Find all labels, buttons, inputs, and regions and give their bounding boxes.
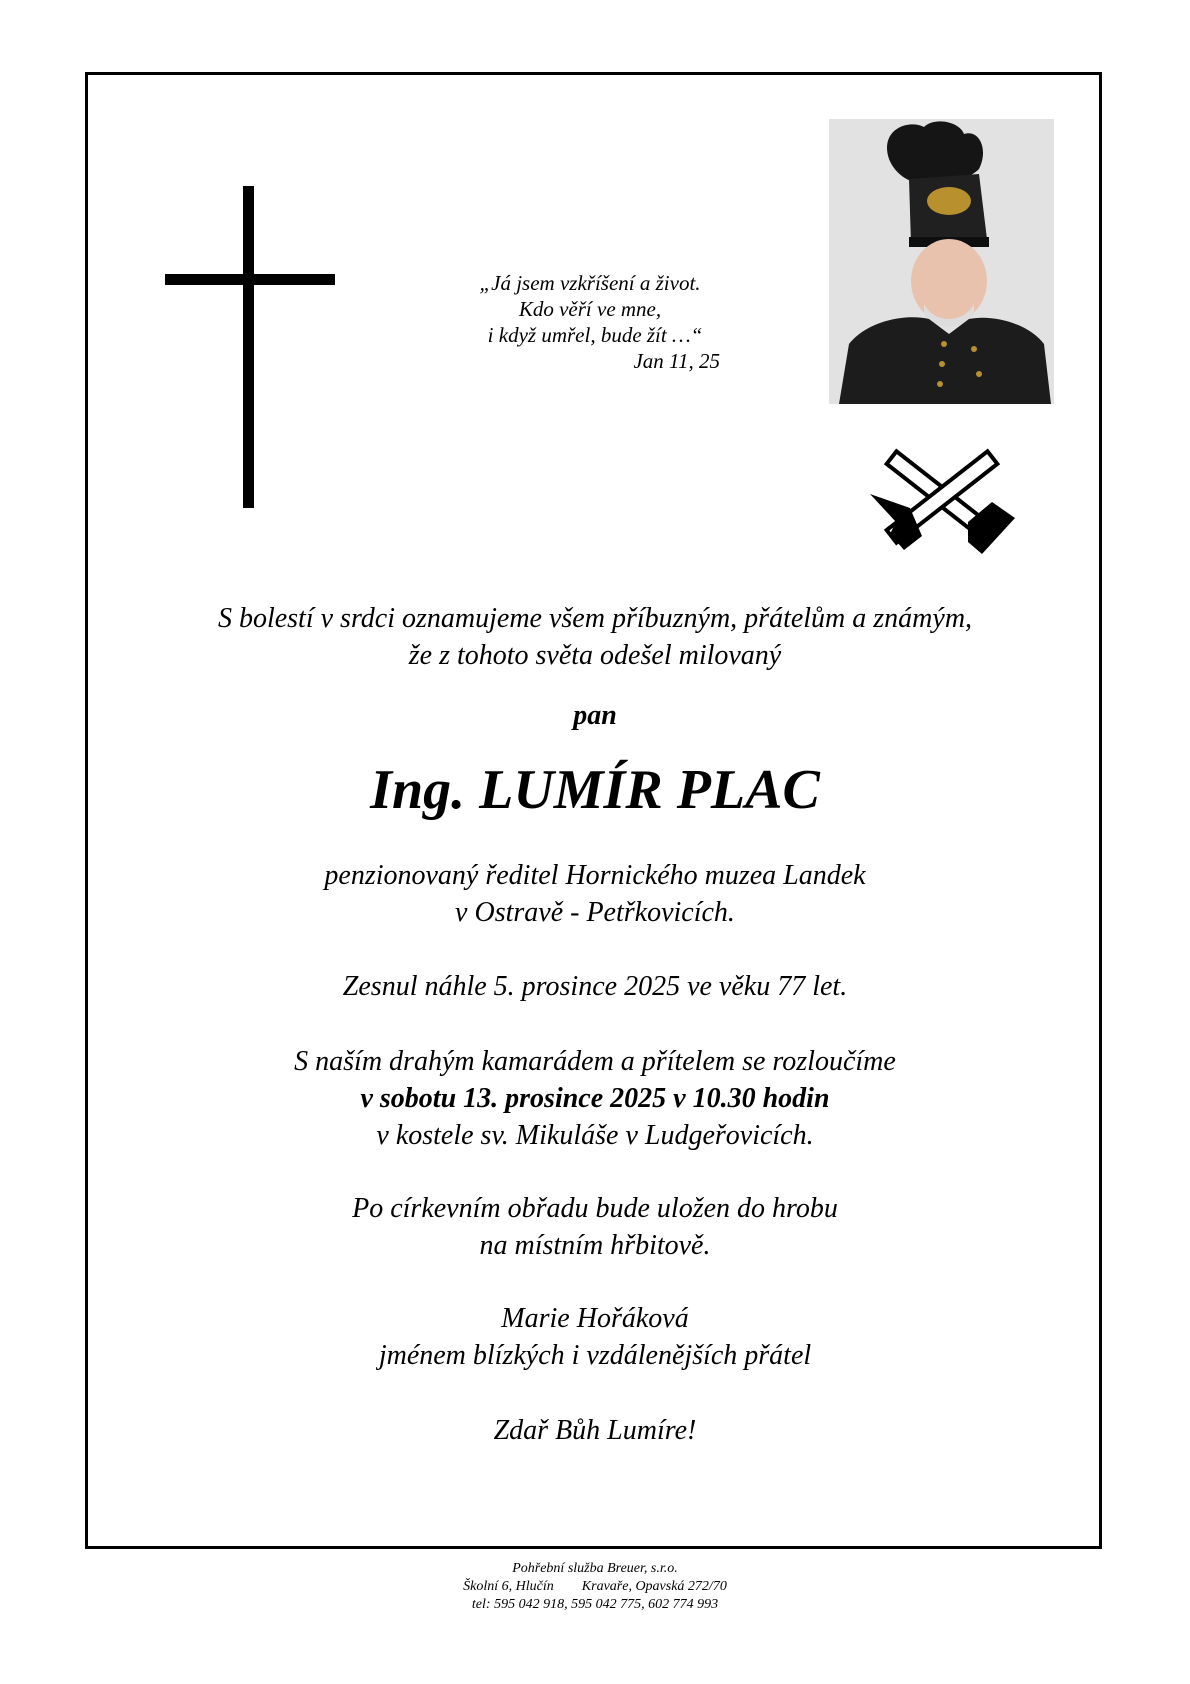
announcement-intro — [88, 600, 1102, 674]
signature-name: Marie Hořáková — [501, 1303, 689, 1334]
footer-phones: tel: 595 042 918, 595 042 775, 602 774 993 — [471, 1597, 719, 1612]
burial-details — [88, 1190, 1102, 1264]
intro-line-1: S bolestí v srdci oznamujeme všem příbuzným, přátelům a známým, — [217, 603, 973, 634]
footer-addresses — [88, 1578, 1102, 1596]
verse-reference: Jan 11, 25 — [633, 349, 720, 373]
bible-verse — [440, 270, 740, 374]
portrait-photo — [829, 119, 1054, 404]
position-line-1: penzionovaný ředitel Hornického muzea Landek — [324, 860, 866, 891]
footer-address-1: Školní 6, Hlučín — [463, 1579, 554, 1594]
deceased-name: Ing. LUMÍR PLAC — [370, 759, 820, 821]
intro-line-2: že z tohoto světa odešel milovaný — [408, 640, 782, 671]
cross-icon — [165, 186, 335, 508]
footer-company: Pohřební služba Breuer, s.r.o. — [512, 1561, 678, 1576]
footer-address-2: Kravaře, Opavská 272/70 — [581, 1579, 727, 1594]
farewell-details — [88, 1043, 1102, 1154]
verse-line-1: „Já jsem vzkříšení a život. — [479, 271, 701, 295]
burial-line-2: na místním hřbitově. — [479, 1230, 711, 1261]
deceased-position — [88, 857, 1102, 931]
position-line-2: v Ostravě - Petřkovicích. — [455, 897, 735, 928]
farewell-line-1: S naším drahým kamarádem a přítelem se rozloučíme — [294, 1046, 896, 1077]
closing-greeting: Zdař Bůh Lumíre! — [493, 1415, 697, 1446]
death-notice: Zesnul náhle 5. prosince 2025 ve věku 77 let. — [342, 971, 848, 1002]
farewell-date-time: v sobotu 13. prosince 2025 v 10.30 hodin — [360, 1083, 830, 1114]
verse-line-3: i když umřel, bude žít …“ — [487, 323, 703, 347]
verse-line-2: Kdo věří ve mne, — [518, 297, 662, 321]
farewell-place: v kostele sv. Mikuláše v Ludgeřovicích. — [376, 1120, 814, 1151]
signature-block — [88, 1300, 1102, 1374]
signature-line-2: jménem blízkých i vzdálenějších přátel — [378, 1340, 812, 1371]
salutation: pan — [573, 700, 617, 731]
funeral-service-footer — [88, 1560, 1102, 1614]
burial-line-1: Po církevním obřadu bude uložen do hrobu — [352, 1193, 838, 1224]
crossed-hammers-icon — [870, 438, 1015, 556]
